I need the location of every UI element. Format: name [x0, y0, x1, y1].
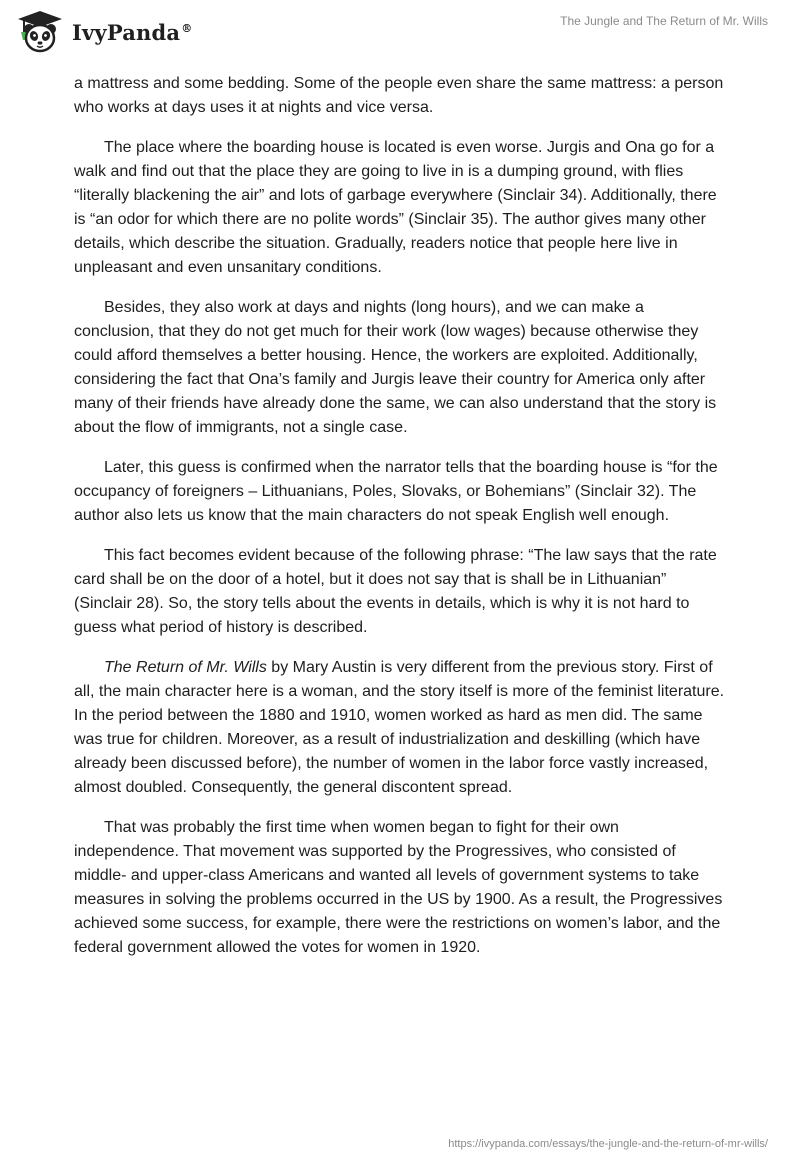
panda-graduate-icon	[16, 10, 64, 54]
registered-mark: ®	[181, 21, 193, 35]
paragraph-7: That was probably the first time when women began to fight for their own independence. That movement was supported by the Progressives, who consisted of middle- and upper-class Americans and wanted all levels of government systems to take measures in solving the problems occurred in the US by 1900. As a result, the Progressives achieved some success, for example, there were the restrictions on women’s labor, and the federal government allowed the votes for women in 1920.	[74, 819, 723, 956]
document-title: The Jungle and The Return of Mr. Wills	[560, 14, 768, 28]
brand-name: IvyPanda®	[72, 19, 193, 45]
paragraph-5: This fact becomes evident because of the following phrase: “The law says that the rate card shall be on the door of a hotel, but it does not say that is shall be in Lithuanian” (Sinclair 28). So, the story tells about the events in details, which is why it is not hard to guess what period of history is described.	[74, 547, 717, 636]
paragraph-4: Later, this guess is confirmed when the narrator tells that the boarding house is “for the occupancy of foreigners – Lithuanians, Poles, Slovaks, or Bohemians” (Sinclair 32). The author also lets us know that the main characters do not speak English well enough.	[74, 459, 718, 524]
story-title: The Return of Mr. Wills	[104, 659, 267, 676]
paragraph-6-text: by Mary Austin is very different from the previous story. First of all, the main character here is a woman, and the story itself is more of the feminist literature. In the period between the 1880 and 1910, women worked as hard as men did. The same was true for children. Moreover, as a result of industrialization and deskilling (which have already been discussed before), the number of women in the labor force vastly increased, almost doubled. Consequently, the general discontent spread.	[74, 659, 725, 796]
paragraph-1: a mattress and some bedding. Some of the people even share the same mattress: a person who works at days uses it at nights and vice versa.	[74, 75, 724, 116]
paragraph-3: Besides, they also work at days and nights (long hours), and we can make a conclusion, that they do not get much for their work (low wages) because otherwise they could afford themselves a better housing. Hence, the workers are exploited. Additionally, considering the fact that Ona’s family and Jurgis leave their country for America only after many of their friends have already done the same, we can also understand that the story is about the flow of immigrants, not a single case.	[74, 299, 717, 436]
brand-logo[interactable]	[16, 8, 192, 56]
essay-body	[74, 72, 726, 976]
paragraph-6	[74, 656, 726, 800]
paragraph-2: The place where the boarding house is located is even worse. Jurgis and Ona go for a walk and find out that the place they are going to live in is a dumping ground, with flies “literally blackening the air” and lots of garbage everywhere (Sinclair 34). Additionally, there is “an odor for which there are no polite words” (Sinclair 35). The author gives many other details, which describe the situation. Gradually, readers notice that people here live in unpleasant and even unsanitary conditions.	[74, 139, 717, 276]
source-url[interactable]: https://ivypanda.com/essays/the-jungle-and-the-return-of-mr-wills/	[448, 1138, 768, 1150]
page-header	[0, 0, 800, 64]
